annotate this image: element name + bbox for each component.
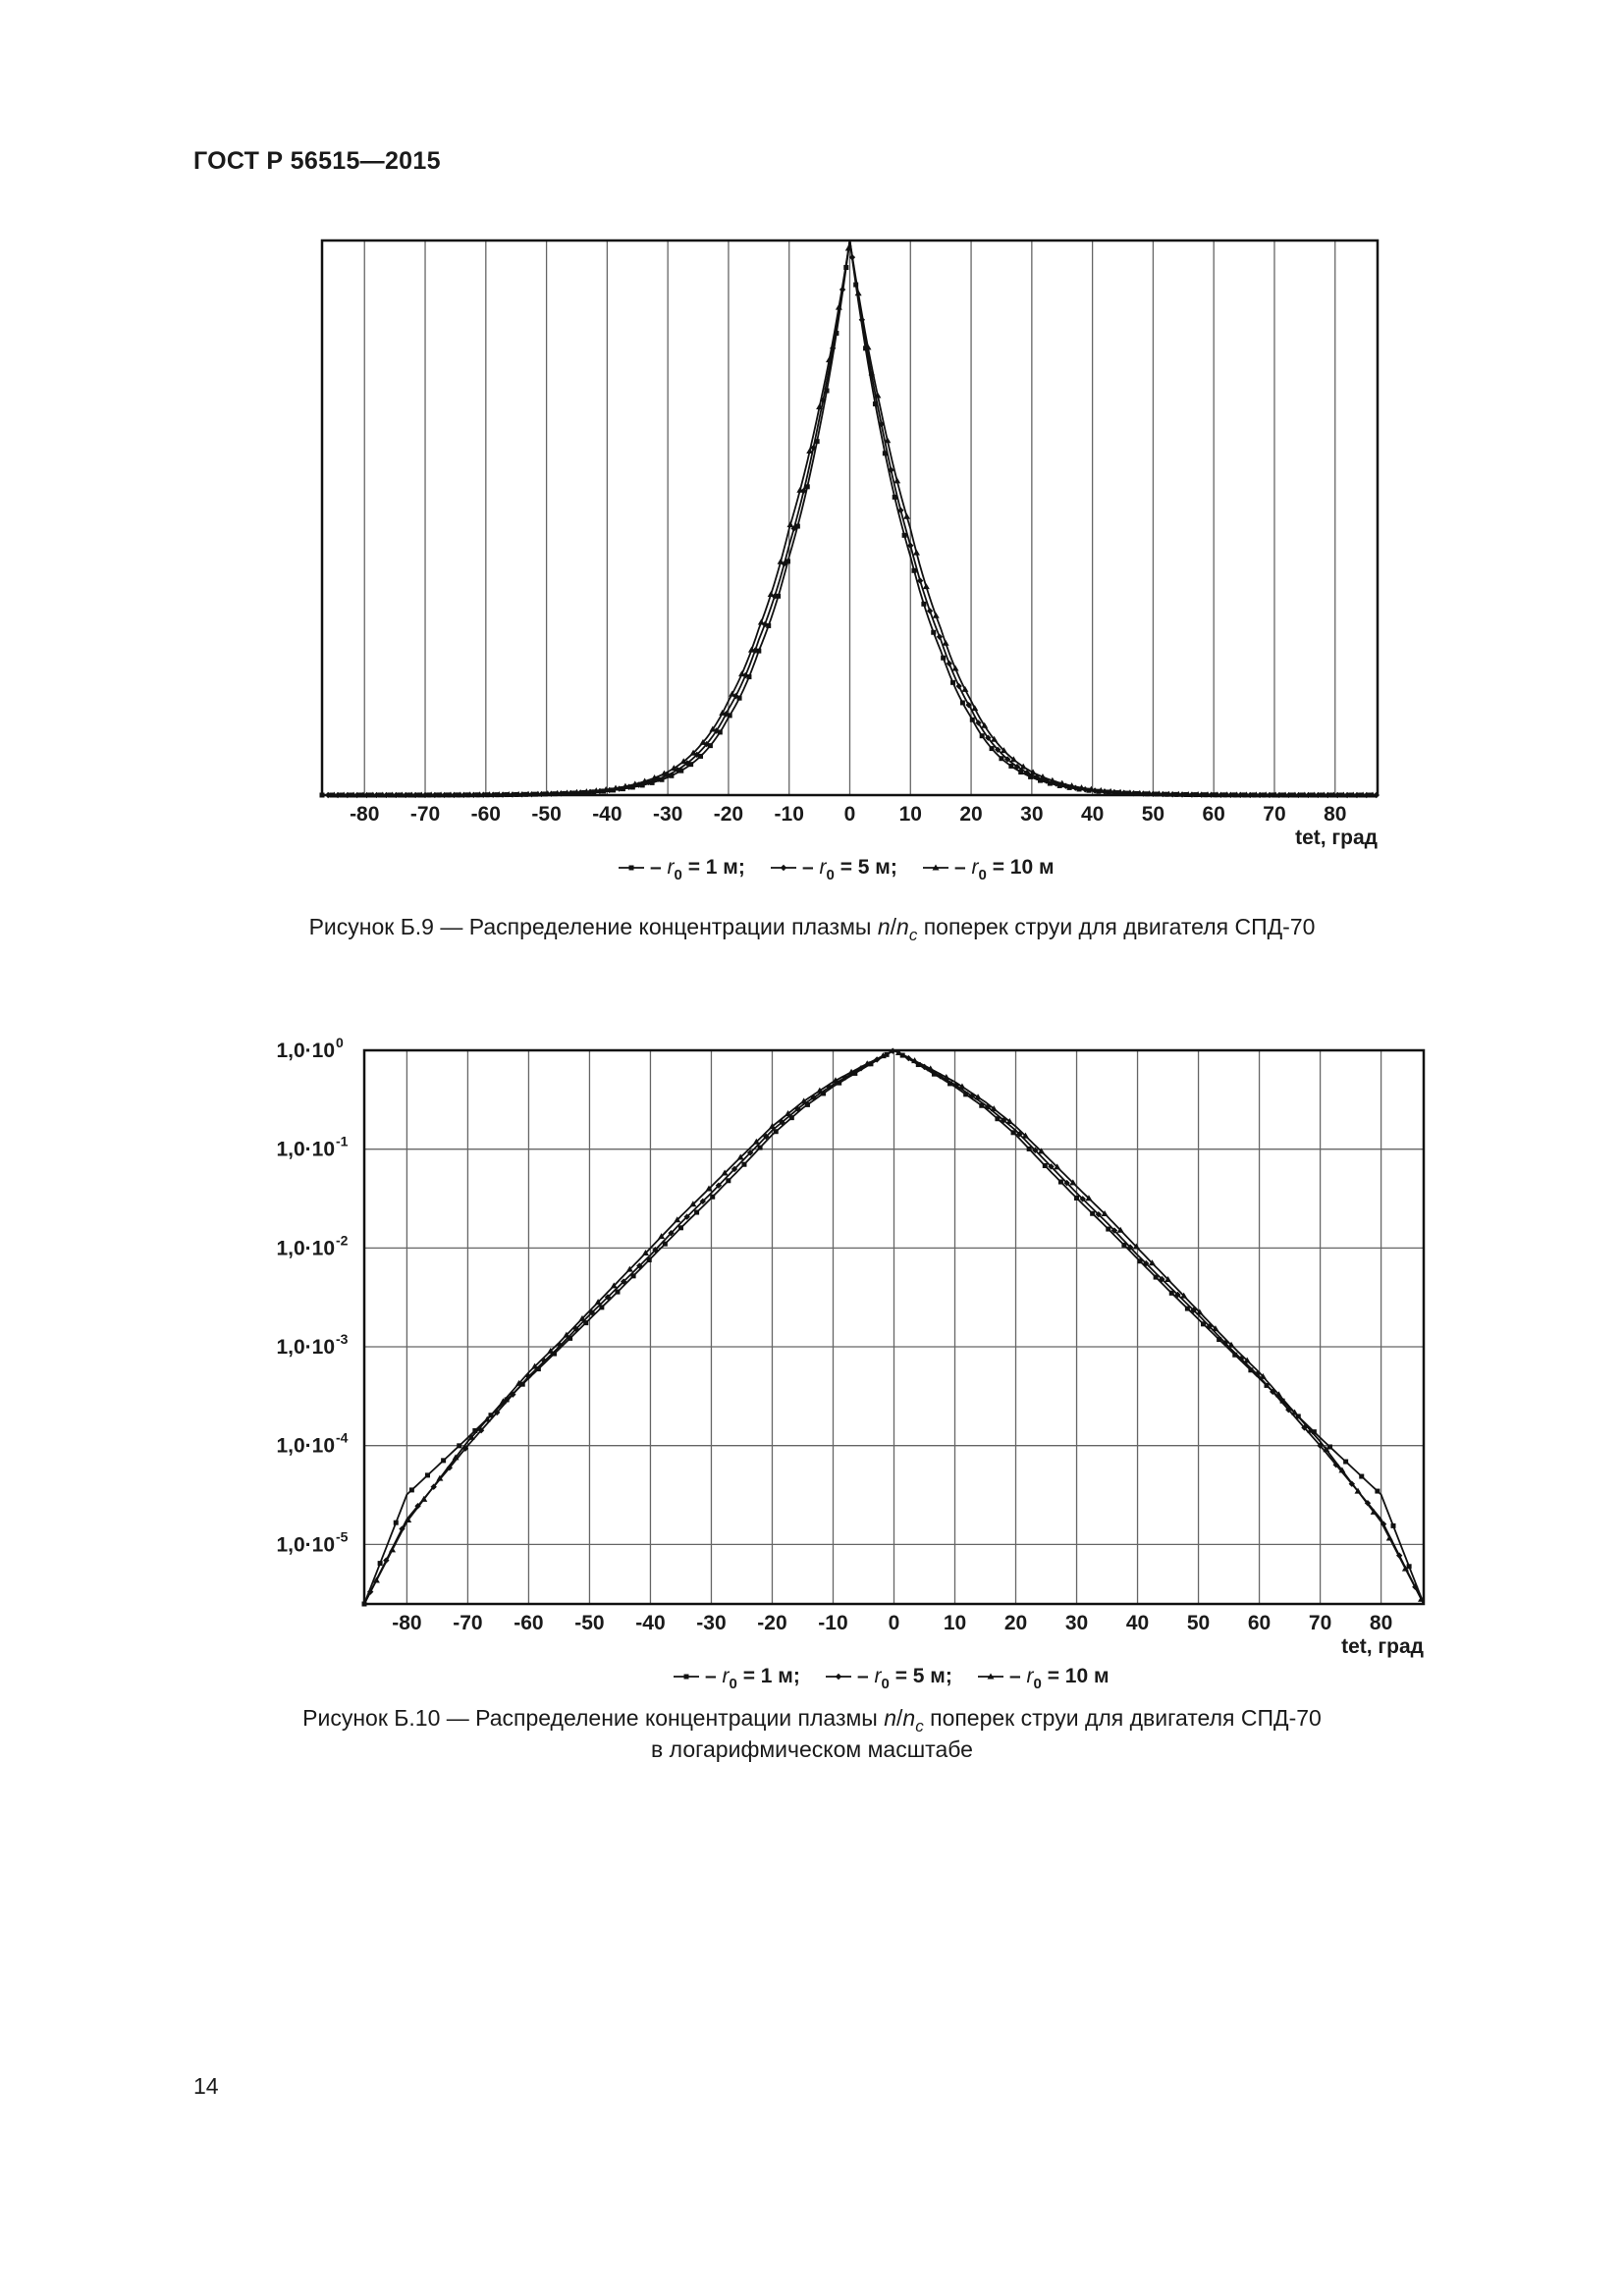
y-tick-label: 1,0·10 xyxy=(276,1533,335,1557)
data-point xyxy=(457,1443,461,1448)
data-point xyxy=(1090,1211,1095,1216)
legend-label: – $r_0 = 5$ м; xyxy=(857,1665,952,1688)
caption-sub-c: c xyxy=(915,1717,924,1735)
legend-item-1 xyxy=(619,856,745,883)
legend xyxy=(674,1665,1110,1688)
x-tick-label: -10 xyxy=(818,1612,848,1634)
data-point xyxy=(931,630,936,635)
y-tick-exponent: 0 xyxy=(336,1035,344,1050)
x-tick-label: 60 xyxy=(1247,1612,1272,1634)
x-tick-label: 70 xyxy=(1308,1612,1332,1634)
x-tick-label: 30 xyxy=(1020,803,1044,826)
x-tick-label: 0 xyxy=(888,1612,900,1634)
x-tick-label: 10 xyxy=(898,803,922,826)
caption-text-end: поперек струи для двигателя СПД-70 xyxy=(923,1705,1322,1731)
data-point xyxy=(1359,1474,1364,1479)
x-tick-label: -30 xyxy=(696,1612,727,1634)
y-tick-exponent: -3 xyxy=(336,1331,349,1348)
data-point xyxy=(1027,1147,1032,1151)
data-point xyxy=(970,718,975,722)
legend-item-3 xyxy=(978,1665,1110,1688)
x-tick-label: 80 xyxy=(1324,803,1347,826)
y-tick-exponent: -4 xyxy=(336,1429,349,1446)
document-header: ГОСТ Р 56515—2015 xyxy=(193,147,441,175)
data-point xyxy=(941,656,946,661)
y-tick-exponent: -5 xyxy=(336,1528,349,1545)
data-point xyxy=(1343,1460,1348,1465)
x-tick-label: -60 xyxy=(514,1612,544,1634)
legend-item-2 xyxy=(826,1665,952,1688)
figure-b10-chart xyxy=(0,982,1624,1688)
data-point xyxy=(960,700,965,705)
x-tick-label: 20 xyxy=(1003,1612,1028,1634)
data-point xyxy=(1043,1163,1048,1168)
x-tick-label: 0 xyxy=(843,803,856,826)
data-point xyxy=(726,1178,731,1183)
caption-text: Рисунок Б.10 — Распределение концентрации плазмы xyxy=(302,1705,885,1731)
x-tick-label: -70 xyxy=(453,1612,483,1634)
figure-b9-caption xyxy=(0,911,1624,942)
data-point xyxy=(921,602,926,607)
data-point xyxy=(741,1162,746,1167)
x-tick-label: -80 xyxy=(392,1612,422,1634)
data-point xyxy=(999,756,1003,761)
x-tick-label: 40 xyxy=(1125,1612,1150,1634)
page-number: 14 xyxy=(193,2073,219,2099)
data-point xyxy=(902,533,907,538)
data-point xyxy=(1106,1227,1110,1232)
y-tick-label: 1,0·10 xyxy=(276,1040,335,1062)
x-tick-label: -30 xyxy=(652,803,683,826)
data-point xyxy=(394,1521,399,1525)
data-point xyxy=(1407,1564,1412,1569)
data-point xyxy=(694,1210,699,1215)
x-tick-label: 50 xyxy=(1186,1612,1211,1634)
legend-marker xyxy=(629,866,634,871)
x-tick-label: 50 xyxy=(1141,803,1165,826)
x-tick-label: -20 xyxy=(713,803,744,826)
x-axis-label: tet, град xyxy=(1295,827,1378,849)
figure-b9-chart xyxy=(0,0,1624,923)
caption-text-end: поперек струи для двигателя СПД-70 xyxy=(917,914,1316,939)
x-tick-label: 10 xyxy=(943,1612,967,1634)
caption-nc: n xyxy=(896,914,909,939)
caption-text: Рисунок Б.9 — Распределение концентрации плазмы xyxy=(308,914,878,939)
y-tick-exponent: -2 xyxy=(336,1232,349,1249)
caption-n: n xyxy=(877,914,891,939)
x-tick-label: -50 xyxy=(531,803,562,826)
x-tick-label: -40 xyxy=(635,1612,666,1634)
caption-slash: / xyxy=(896,1705,903,1731)
data-point xyxy=(758,1146,763,1150)
legend-label: – $r_0 = 1$ м; xyxy=(705,1665,800,1688)
caption-slash: / xyxy=(890,914,897,939)
x-tick-label: 30 xyxy=(1064,1612,1089,1634)
x-tick-label: -50 xyxy=(574,1612,605,1634)
legend-marker xyxy=(836,1674,841,1680)
x-tick-label: -60 xyxy=(470,803,501,826)
x-tick-label: -20 xyxy=(757,1612,787,1634)
data-point xyxy=(1375,1489,1380,1494)
x-tick-label: 60 xyxy=(1202,803,1225,826)
legend xyxy=(619,856,1055,883)
x-tick-label: -40 xyxy=(592,803,623,826)
caption-sub-c: c xyxy=(908,926,918,944)
legend-marker xyxy=(781,865,786,871)
legend-label: – $r_0 = 5$ м; xyxy=(802,856,897,883)
caption-line2: в логарифмическом масштабе xyxy=(651,1736,973,1762)
data-point xyxy=(378,1561,383,1566)
x-tick-label: 20 xyxy=(959,803,983,826)
figure-b10-caption xyxy=(0,1702,1624,1765)
legend-item-2 xyxy=(771,856,897,883)
legend-item-1 xyxy=(674,1665,800,1688)
y-tick-label: 1,0·10 xyxy=(276,1237,335,1260)
data-point xyxy=(441,1458,446,1463)
legend-label: – $r_0 = 10$ м xyxy=(954,856,1055,883)
legend-label: – $r_0 = 1$ м; xyxy=(650,856,745,883)
data-point xyxy=(409,1487,414,1492)
y-tick-exponent: -1 xyxy=(336,1133,349,1149)
x-tick-label: 80 xyxy=(1369,1612,1393,1634)
caption-n: n xyxy=(884,1705,897,1731)
data-point xyxy=(678,1225,683,1230)
data-point xyxy=(1327,1444,1332,1449)
data-point xyxy=(1074,1196,1079,1201)
x-tick-label: -10 xyxy=(774,803,804,826)
data-point xyxy=(911,568,916,573)
x-tick-label: 40 xyxy=(1080,803,1105,826)
x-tick-label: 70 xyxy=(1263,803,1286,826)
x-tick-label: -80 xyxy=(350,803,380,826)
data-point xyxy=(1058,1180,1063,1185)
data-point xyxy=(990,746,995,751)
legend-marker xyxy=(684,1675,689,1680)
legend-label: – $r_0 = 10$ м xyxy=(1009,1665,1110,1688)
data-point xyxy=(1390,1523,1395,1528)
caption-nc: n xyxy=(902,1705,916,1731)
y-tick-label: 1,0·10 xyxy=(276,1138,335,1161)
legend-item-3 xyxy=(923,856,1055,883)
data-point xyxy=(710,1195,715,1200)
data-point xyxy=(950,680,955,685)
data-point xyxy=(980,733,985,738)
x-tick-label: -70 xyxy=(409,803,441,826)
data-point xyxy=(425,1472,430,1477)
y-tick-label: 1,0·10 xyxy=(276,1434,335,1458)
y-tick-label: 1,0·10 xyxy=(276,1336,335,1360)
x-axis-label: tet, град xyxy=(1341,1635,1424,1658)
